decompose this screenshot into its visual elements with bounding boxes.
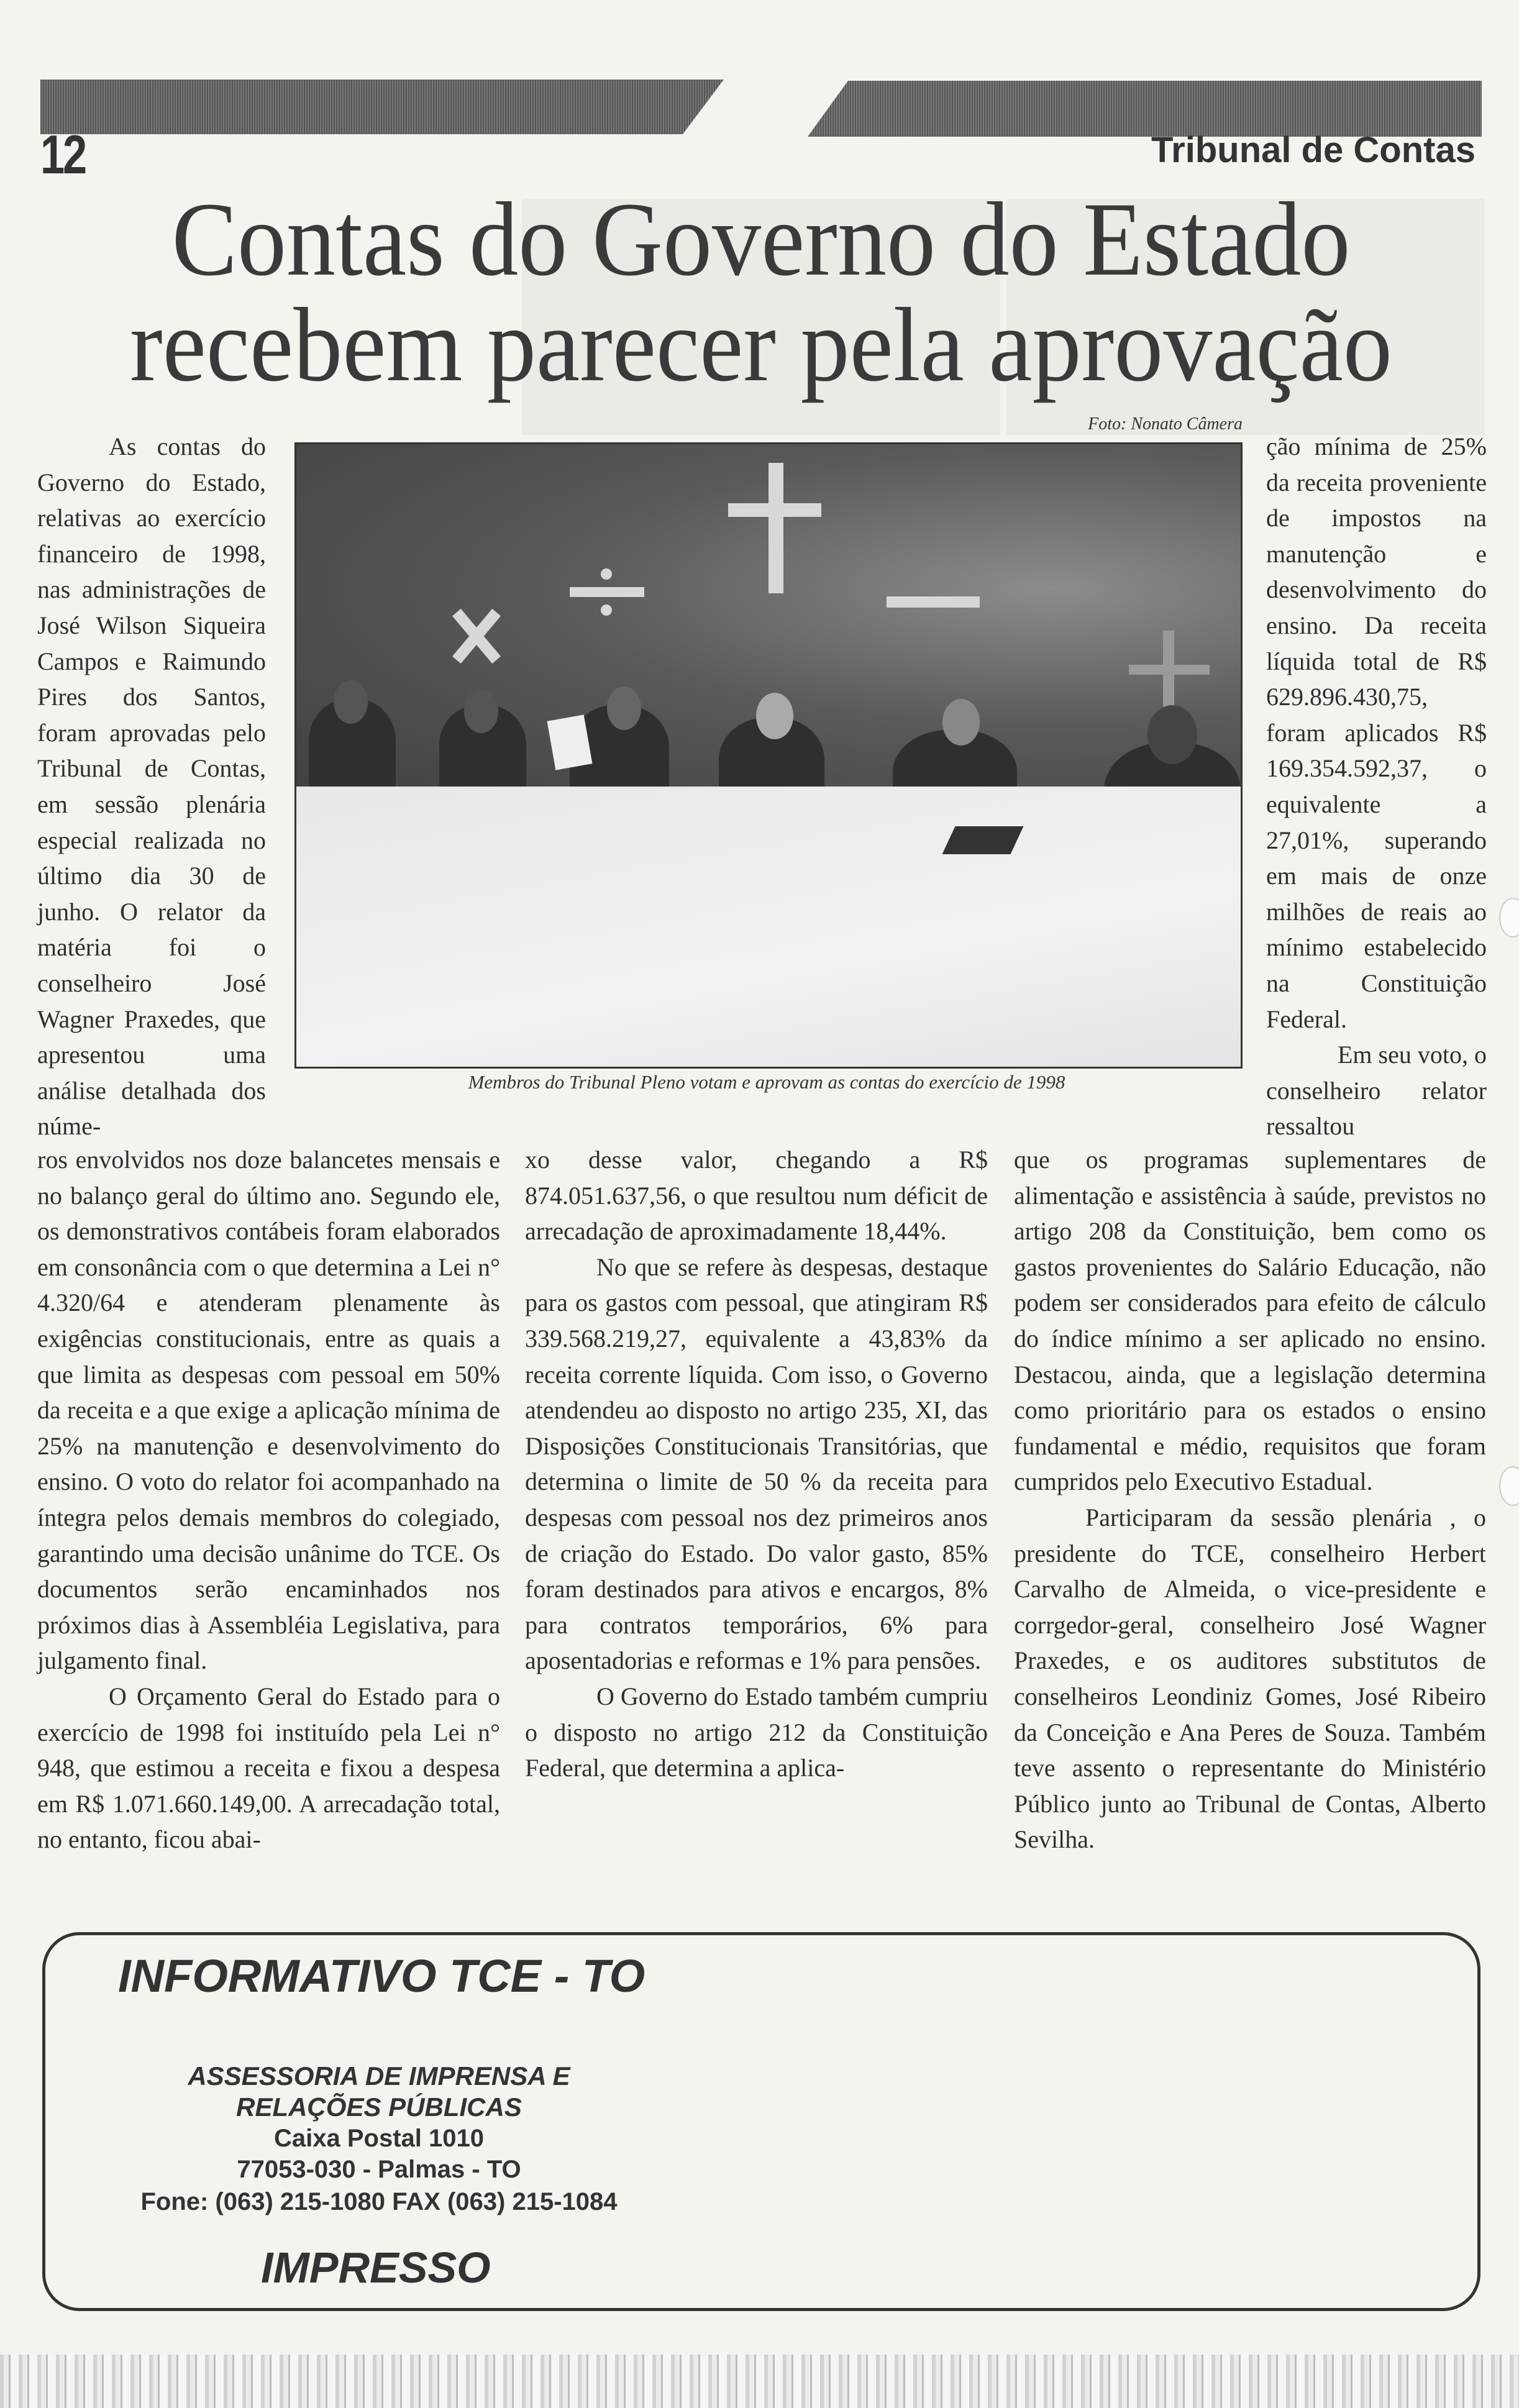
scanner-edge-strip [0,2355,1519,2408]
headline-line-1: Contas do Governo do Estado [171,181,1351,298]
member-head [464,690,498,733]
divide-dot [601,604,612,616]
plus-symbol [1129,665,1210,675]
paragraph: ção mínima de 25% da receita proveniente de impostos na manutenção e desenvolvimento do ensino. Da receita líquida total de R$ 629.896.430,75, foram aplicados R$ 169.354.592,37, o equivalente a 27,01%, superando em mais de onze milhões de reais ao mínimo estabelecido na Constituição Federal. [1266,432,1487,1033]
minus-symbol [887,596,980,608]
paragraph: O Orçamento Geral do Estado para o exercício de 1998 foi instituído pela Lei n° 948, que estimou a receita e fixou a despesa em R$ 1.071.660.149,00. A arrecadação total, no entanto, ficou abai- [37,1682,500,1854]
info-box-department-line-1: ASSESSORIA DE IMPRENSA E [188,2061,570,2091]
paragraph: As contas do Governo do Estado, relativas ao exercício financeiro de 1998, nas administrações de José Wilson Siqueira Campos e Raimundo Pires dos Santos, foram aprovadas pelo Tribunal de Contas, em sessão plenária especial realizada no último dia 30 de junho. O relator da matéria foi o conselheiro José Wagner Praxedes, que apresentou uma análise detalhada dos núme- [37,432,266,1141]
binder-hole [1499,1466,1519,1506]
plus-symbol [769,463,783,593]
article-column-1 [37,429,266,1144]
paragraph: No que se refere às despesas, destaque para os gastos com pessoal, que atingiram R$ 339.568.219,27, equivalente a 43,83% da receita corrente líquida. Com isso, o Governo atendendeu ao disposto no artigo 235, XI, das Disposições Constitucionais Transitórias, que determina o limite de 50 % da receita para despesas com pessoal nos dez primeiros anos de criação do Estado. Do valor gasto, 85% foram destinados para ativos e encargos, 8% para contratos temporários, 6% para aposentadorias e reformas e 1% para pensões. [525,1252,988,1675]
member-head [942,699,980,746]
info-box-department-line-2: RELAÇÕES PÚBLICAS [236,2092,522,2122]
photo-plenary-session [294,442,1243,1069]
info-box-footer: IMPRESSO [261,2243,491,2292]
photo-caption: Membros do Tribunal Pleno votam e aprovam as contas do exercício de 1998 [468,1071,1065,1093]
member-head [334,680,368,724]
info-box-address: 77053-030 - Palmas - TO [237,2156,521,2183]
header-bar-left [40,80,724,134]
info-box-phone: Fone: (063) 215-1080 FAX (063) 215-1084 [140,2188,618,2215]
table-cloth [296,787,1241,1067]
article-column-3 [1266,429,1487,1144]
section-label: Tribunal de Contas [1151,130,1476,170]
headline-line-2: recebem parecer pela aprovação [130,286,1392,403]
paragraph: Participaram da sessão plenária , o presidente do TCE, conselheiro Herbert Carvalho de Almeida, o vice-presidente e corrgedor-geral, conselheiro José Wagner Praxedes, e os auditores substitutos de conselheiros Leondiniz Gomes, José Ribeiro da Conceição e Ana Peres de Souza. Também teve assento o representante do Ministério Público junto ao Tribunal de Contas, Alberto Sevilha. [1014,1503,1486,1854]
binder-hole [1499,898,1519,937]
header-bar-right [808,81,1482,137]
divide-dot [601,568,612,580]
plus-symbol [728,503,821,517]
headline [37,181,1485,403]
member-head [756,693,793,739]
folder [942,826,1024,854]
member-head [1147,705,1197,764]
article-column-2 [525,1142,988,1786]
paragraph: que os programas suplementares de alimentação e assistência à saúde, previstos no artigo 208 da Constituição, bem como os gastos provenientes do Salário Educação, não podem ser considerados para efeito de cálculo do índice mínimo a ser aplicado no ensino. Destacou, ainda, que a legislação determina como prioritário para os estados o ensino fundamental e médio, requisitos que foram cumpridos pelo Executivo Estadual. [1014,1146,1486,1496]
photo-credit: Foto: Nonato Câmera [1088,414,1243,434]
paragraph: O Governo do Estado também cumpriu o disposto no artigo 212 da Constituição Federal, que determina a aplica- [525,1682,988,1782]
page-number: 12 [40,124,85,185]
article-column-3-continued [1014,1142,1486,1858]
info-box-title: INFORMATIVO TCE - TO [118,1950,645,2002]
article-column-1-continued [37,1142,500,1858]
paragraph: ros envolvidos nos doze balancetes mensais e no balanço geral do último ano. Segundo ele, os demonstrativos contábeis foram elaborados em consonância com o que determina a Lei n° 4.320/64 e atenderam plenamente às exigências constitucionais, entre as quais a que limita as despesas com pessoal em 50% da receita e a que exige a aplicação mínima de 25% na manutenção e desenvolvimento do ensino. O voto do relator foi acompanhado na íntegra pelos demais membros do colegiado, garantindo uma decisão unânime do TCE. Os documentos serão encaminhados nos próximos dias à Assembléia Legislativa, para julgamento final. [37,1146,500,1675]
divide-symbol [570,587,644,597]
paragraph: Em seu voto, o conselheiro relator ressaltou [1266,1041,1487,1141]
paragraph: xo desse valor, chegando a R$ 874.051.637,56, o que resultou num déficit de arrecadação de aproximadamente 18,44%. [525,1146,988,1246]
member-head [607,686,641,730]
info-box-po-box: Caixa Postal 1010 [274,2125,484,2152]
